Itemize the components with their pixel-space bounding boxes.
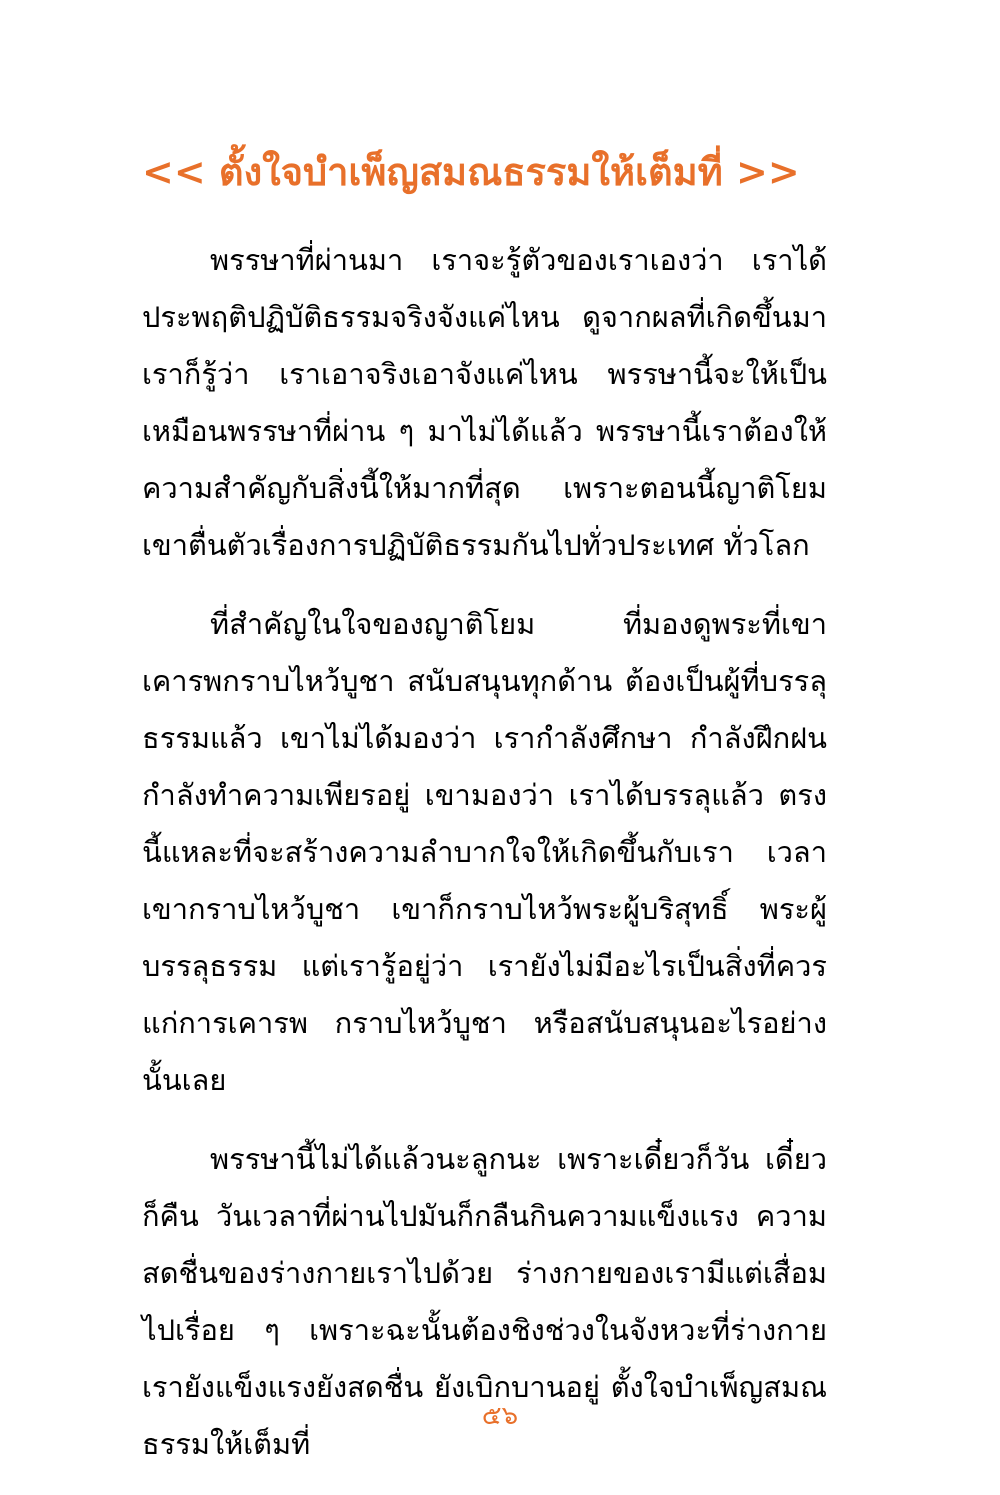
paragraph-1: พรรษาที่ผ่านมา เราจะรู้ตัวของเราเองว่า เราได้ประพฤติปฏิบัติธรรมจริงจังแค่ไหน ดูจากผลที่เกิดขึ้นมา เราก็รู้ว่า เราเอาจริงเอาจังแค่ไหน พรรษานี้จะให้เป็นเหมือนพรรษาที่ผ่าน ๆ มาไม่ได้แล้ว พรรษานี้เราต้องให้ความสำคัญกับสิ่งนี้ให้มากที่สุด เพราะตอนนี้ญาติโยมเขาตื่นตัวเรื่องการปฏิบัติธรรมกันไปทั่วประเทศ ทั่วโลก [142,243,827,562]
paragraph-3: พรรษานี้ไม่ได้แล้วนะลูกนะ เพราะเดี๋ยวก็วัน เดี๋ยวก็คืน วันเวลาที่ผ่านไปมันก็กลืนกินความแข็งแรง ความสดชื่นของร่างกายเราไปด้วย ร่างกายของเรามีแต่เสื่อมไปเรื่อย ๆ เพราะฉะนั้นต้องชิงช่วงในจังหวะที่ร่างกายเรายังแข็งแรงยังสดชื่น ยังเบิกบานอยู่ ตั้งใจบำเพ็ญสมณธรรมให้เต็มที่ [142,1142,827,1461]
chapter-title: << ตั้งใจบำเพ็ญสมณธรรมให้เต็มที่ >> [142,149,800,194]
paragraph-2: ที่สำคัญในใจของญาติโยม ที่มองดูพระที่เขาเคารพกราบไหว้บูชา สนับสนุนทุกด้าน ต้องเป็นผู้ที่บรรลุธรรมแล้ว เขาไม่ได้มองว่า เรากำลังศึกษา กำลังฝึกฝน กำลังทำความเพียรอยู่ เขามองว่า เราได้บรรลุแล้ว ตรงนี้แหละที่จะสร้างความลำบากใจให้เกิดขึ้นกับเรา เวลาเขากราบไหว้บูชา เขาก็กราบไหว้พระผู้บริสุทธิ์ พระผู้บรรลุธรรม แต่เรารู้อยู่ว่า เรายังไม่มีอะไรเป็นสิ่งที่ควรแก่การเคารพ กราบไหว้บูชา หรือสนับสนุนอะไรอย่างนั้นเลย [142,607,827,1097]
page-number: ๕๖ [481,1401,519,1431]
body-text [142,232,827,1495]
